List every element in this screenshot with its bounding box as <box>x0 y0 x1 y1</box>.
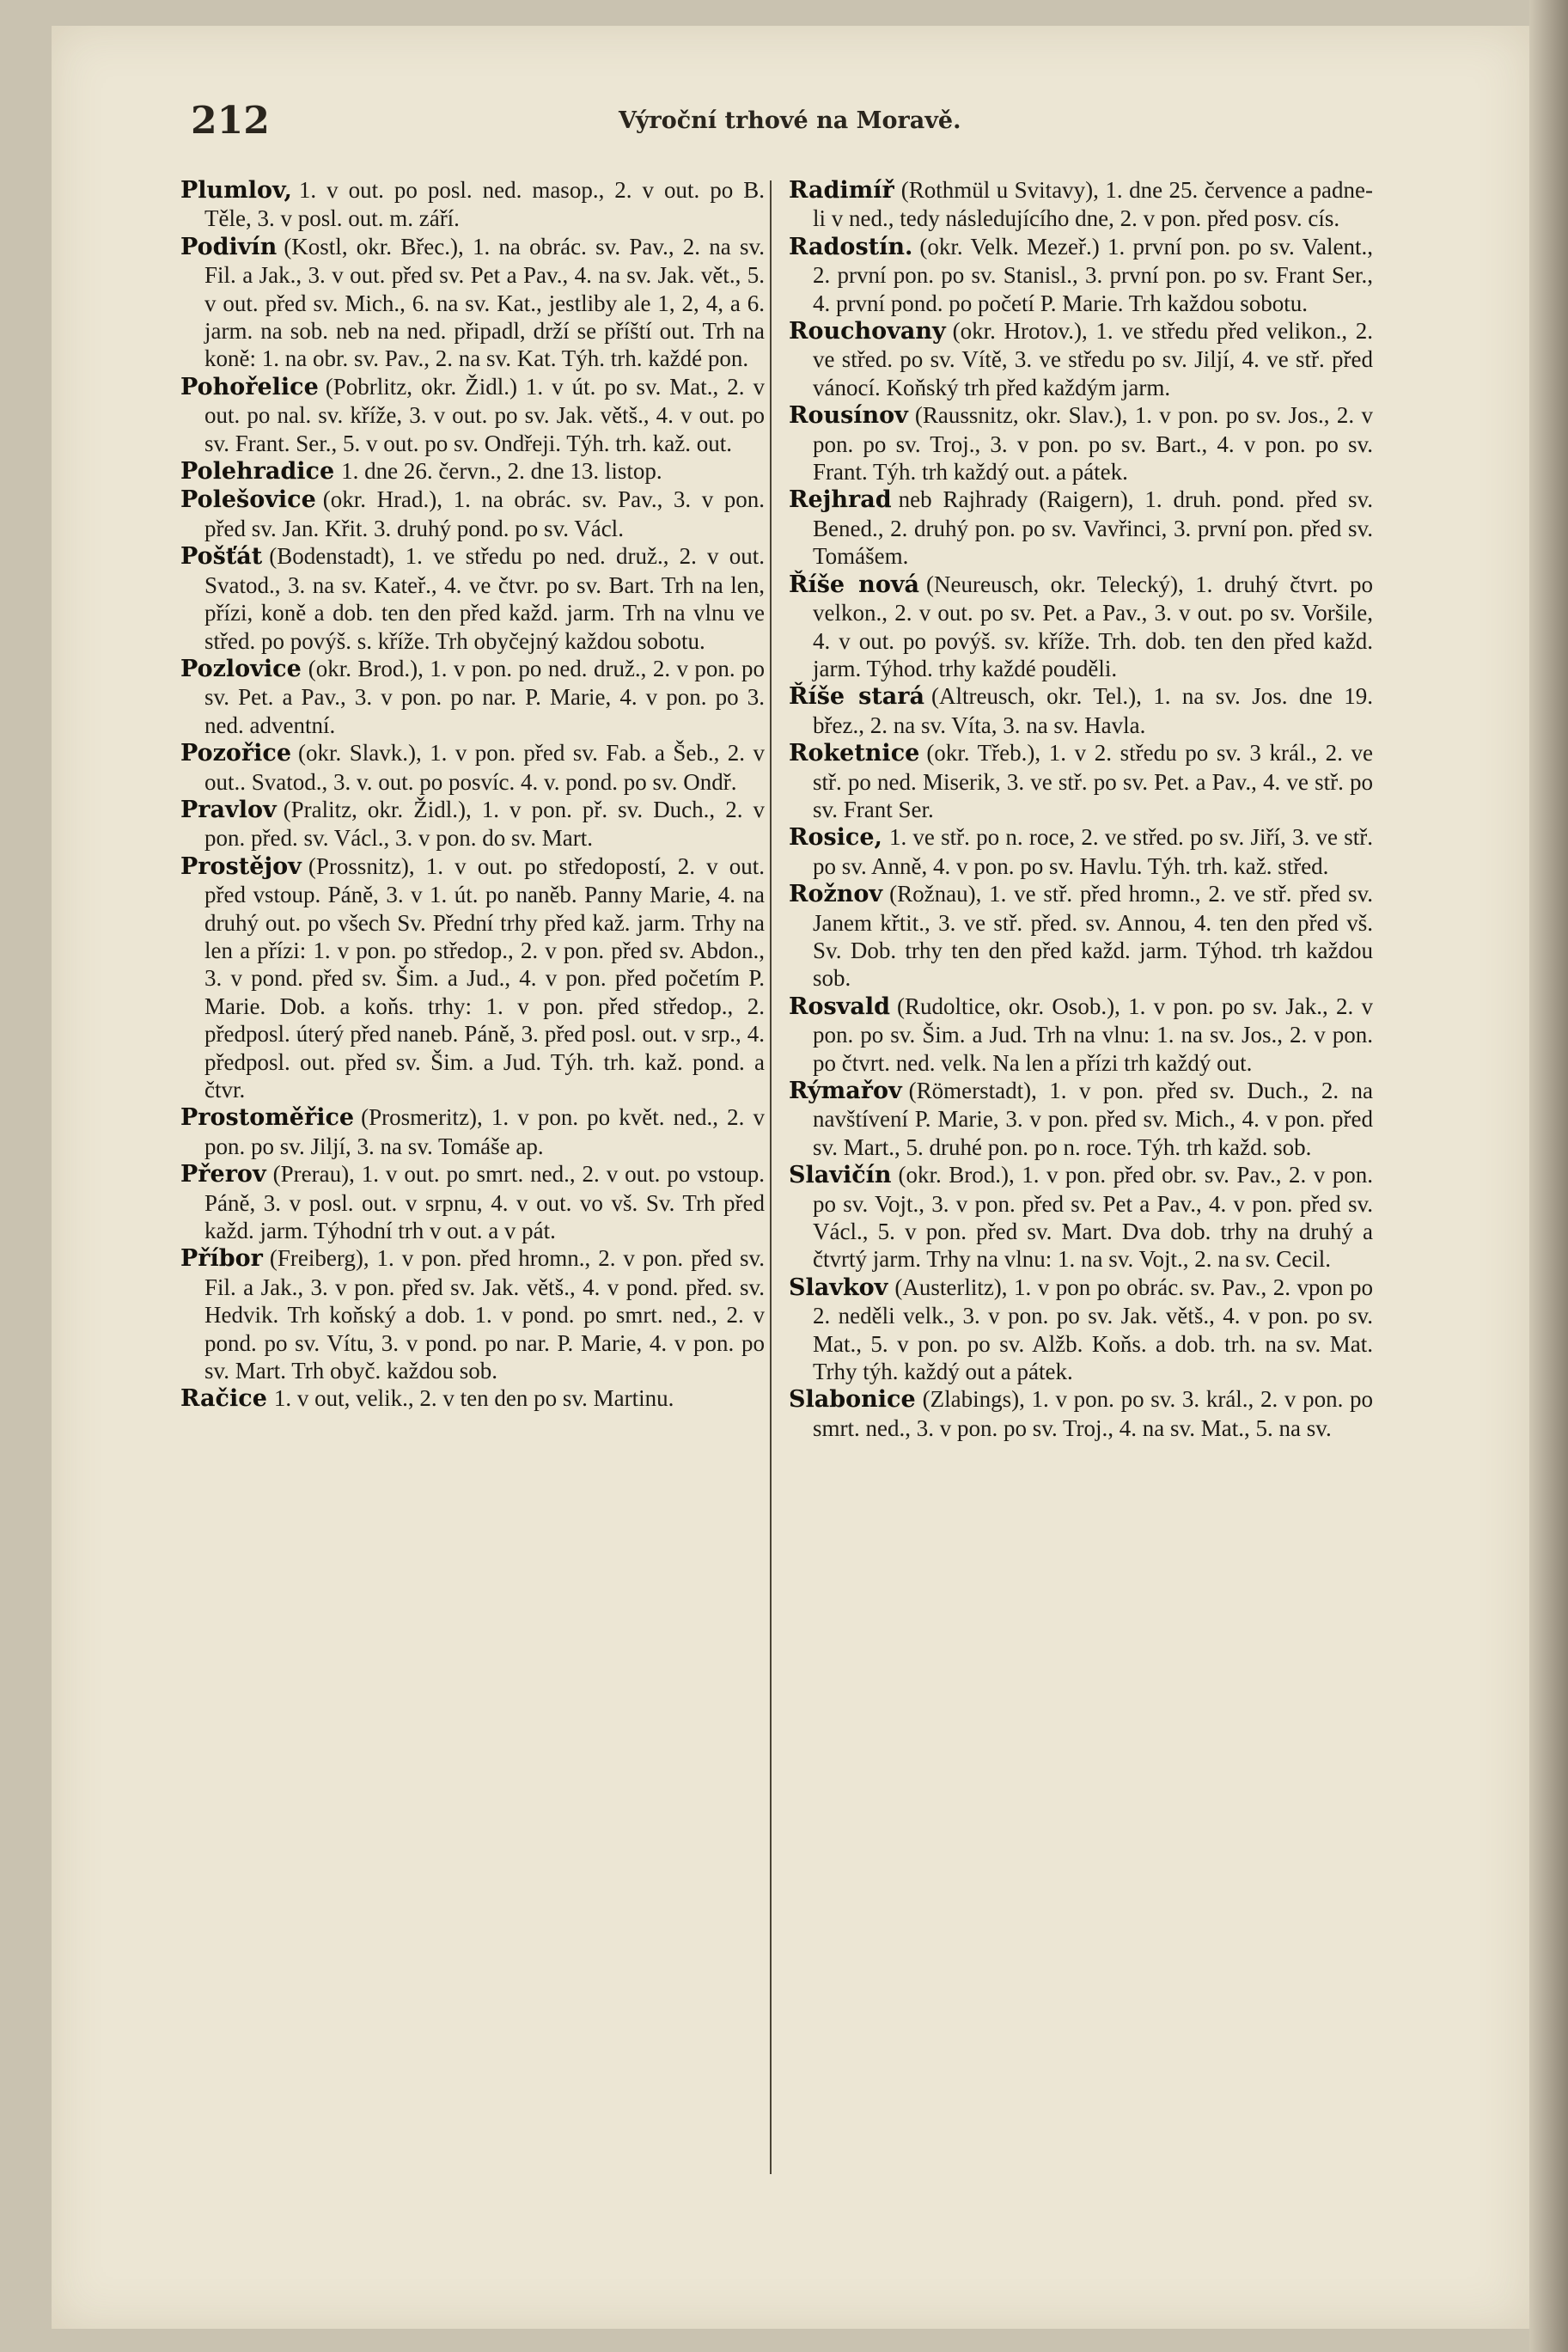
entry-text: (okr. Hrotov.), 1. ve středu před velikon., 2. ve střed. po sv. Vítě, 3. ve středu po sv. Jiljí, 4. ve stř. před vánocí. Koňský trh před každým jarm. <box>813 318 1373 400</box>
headword: Pozořice <box>180 740 292 767</box>
entry-podivin <box>180 233 765 373</box>
entry-rise-stara <box>789 682 1373 739</box>
entry-text: (Rothmül u Svitavy), 1. dne 25. července a padne-li v ned., tedy následujícího dne, 2. v pon. před posv. cís. <box>813 177 1373 232</box>
entry-radostin <box>789 233 1373 317</box>
headword: Rýmařov <box>789 1078 902 1104</box>
headword: Rosvald <box>789 993 890 1020</box>
headword: Přerov <box>180 1161 266 1188</box>
entry-text: (Rudoltice, okr. Osob.), 1. v pon. po sv. Jak., 2. v pon. po sv. Šim. a Jud. Trh na vlnu: 1. na sv. Jos., 2. v pon. po čtvrt. ned. velk. Na len a přízi trh každý out. <box>813 993 1373 1076</box>
entry-rouchovany <box>789 317 1373 401</box>
headword: Slavkov <box>789 1274 888 1301</box>
entry-text: (okr. Velk. Mezeř.) 1. první pon. po sv. Valent., 2. první pon. po sv. Stanisl., 3. první pon. po sv. Frant Ser., 4. první pond. po početí P. Marie. Trh každou sobotu. <box>813 233 1373 316</box>
entry-radimir <box>789 176 1373 233</box>
headword: Rousínov <box>789 402 908 430</box>
headword: Polešovice <box>180 486 316 514</box>
right-column <box>789 176 1373 1442</box>
entry-roznov <box>789 880 1373 993</box>
entry-text: 1. v out. po posl. ned. masop., 2. v out. po B. Těle, 3. v posl. out. m. září. <box>204 177 765 232</box>
entry-rousinov <box>789 401 1373 486</box>
entry-rosice <box>789 823 1373 880</box>
entry-text: (Pralitz, okr. Židl.), 1. v pon. př. sv. Duch., 2. v pon. před. sv. Václ., 3. v pon. do sv. Mart. <box>204 796 765 852</box>
entry-pribor <box>180 1244 765 1384</box>
headword: Příbor <box>180 1245 263 1273</box>
headword: Rožnov <box>789 881 883 908</box>
entry-text: (okr. Brod.), 1. v pon. před obr. sv. Pav., 2. v pon. po sv. Vojt., 3. v pon. před sv. Pet a Pav., 4. v pon. před sv. Václ., 5. v pon. před sv. Mart. Dva dob. trhy na druhý a čtvrtý jarm. Trhy na vlnu: 1. na sv. Vojt., 2. na sv. Cecil. <box>813 1162 1373 1273</box>
entry-text: (Austerlitz), 1. v pon po obrác. sv. Pav., 2. vpon po 2. neděli velk., 3. v pon. po sv. Jak. větš., 4. v pon. po sv. Mat., 5. v pon. po sv. Alžb. Koňs. a dob. trh. na sv. Mat. Trhy týh. každý out a pátek. <box>813 1274 1373 1385</box>
entry-pravlov <box>180 796 765 852</box>
headword: Prostoměřice <box>180 1104 355 1132</box>
headword: Roketnice <box>789 740 920 767</box>
entry-text: neb Rajhrady (Raigern), 1. druh. pond. před sv. Bened., 2. druhý pon. po sv. Vavřinci, 3. první pon. před sv. Tomášem. <box>813 486 1373 570</box>
entry-text: (Rožnau), 1. ve stř. před hromn., 2. ve stř. před sv. Janem křtit., 3. ve stř. před. sv. Annou, 4. ten den před vš. Sv. Dob. trhy ten den před každ. jarm. Týhod. trh každou sob. <box>813 881 1373 992</box>
headword: Rouchovany <box>789 318 946 345</box>
headword: Pošťát <box>180 543 263 571</box>
entry-rosvald <box>789 993 1373 1077</box>
headword: Pravlov <box>180 796 277 823</box>
entry-prerov <box>180 1160 765 1244</box>
entry-text: (Neureusch, okr. Telecký), 1. druhý čtvrt. po velkon., 2. v out. po sv. Pet. a Pav., 3. v out. po sv. Voršile, 4. v out. po povýš. sv. kříže. Trh. dob. ten den před každ. jarm. Týhod. trhy každé pouděli. <box>813 571 1373 681</box>
running-title: Výroční trhové na Moravě. <box>619 107 961 134</box>
entry-text: (Altreusch, okr. Tel.), 1. na sv. Jos. dne 19. břez., 2. na sv. Víta, 3. na sv. Havla. <box>813 683 1373 738</box>
headword: Plumlov, <box>180 177 292 204</box>
book-binding-edge <box>1529 0 1568 2352</box>
entry-text: (Prossnitz), 1. v out. po středopostí, 2. v out. před vstoup. Páně, 3. v 1. út. po naněb. Panny Marie, 4. na druhý out. po všech Sv. Přední trhy před kaž. jarm. Trhy na len a přízi: 1. v pon. po středop., 2. v pon. před sv. Abdon., 3. v pond. před sv. Šim. a Jud., 4. v pon. před početím P. Marie. Dob. a koňs. trhy: 1. v pon. před středop., 2. předposl. úterý před naneb. Páně, 3. před posl. out. v srp., 4. předposl. out. před sv. Šim. a Jud. Týh. trh. kaž. pond. a čtvr. <box>204 852 765 1103</box>
entry-text: (Raussnitz, okr. Slav.), 1. v pon. po sv. Jos., 2. v pon. po sv. Troj., 3. v pon. po sv. Bart., 4. v pon. po sv. Frant. Týh. trh každý out. a pátek. <box>813 402 1373 486</box>
entry-text: (Pobrlitz, okr. Židl.) 1. v út. po sv. Mat., 2. v out. po nal. sv. kříže, 3. v out. po sv. Jak. větš., 4. v out. po sv. Frant. Ser., 5. v out. po sv. Ondřeji. Týh. trh. kaž. out. <box>204 373 765 456</box>
headword: Račice <box>180 1385 267 1413</box>
entry-text: (okr. Brod.), 1. v pon. po ned. druž., 2. v pon. po sv. Pet. a Pav., 3. v pon. po nar. P. Marie, 4. v pon. po 3. ned. adventní. <box>204 655 765 738</box>
headword: Rejhrad <box>789 486 892 514</box>
headword: Říše stará <box>789 683 925 711</box>
entry-polehradice <box>180 457 765 486</box>
headword: Rosice, <box>789 824 882 852</box>
headword: Slavičín <box>789 1162 892 1189</box>
entry-text: (Kostl, okr. Břec.), 1. na obrác. sv. Pav., 2. na sv. Fil. a Jak., 3. v out. před sv. Pet a Pav., 4. na sv. Jak. vět., 5. v out. před sv. Mich., 6. na sv. Kat., jestliby ale 1, 2, 4, a 6. jarm. na sob. neb na ned. připadl, drží se příští out. Trh na koně: 1. na obr. sv. Pav., 2. na sv. Kat. Týh. trh. každé pon. <box>204 233 765 372</box>
headword: Radimíř <box>789 177 894 204</box>
entry-pohorelice <box>180 373 765 457</box>
entry-text: (Prosmeritz), 1. v pon. po květ. ned., 2. v pon. po sv. Jiljí, 3. na sv. Tomáše ap. <box>204 1104 765 1159</box>
entry-rise-nova <box>789 571 1373 683</box>
headword: Pozlovice <box>180 655 302 682</box>
entry-roketnice <box>789 739 1373 823</box>
entry-slabonice <box>789 1385 1373 1442</box>
entry-text: (Zlabings), 1. v pon. po sv. 3. král., 2. v pon. po smrt. ned., 3. v pon. po sv. Troj., 4. na sv. Mat., 5. na sv. <box>813 1386 1373 1441</box>
entry-text: (okr. Třeb.), 1. v 2. středu po sv. 3 král., 2. ve stř. po ned. Miserik, 3. ve stř. po sv. Pet. a Pav., 4. ve stř. po sv. Frant Ser. <box>813 740 1373 822</box>
running-head <box>137 82 1340 150</box>
headword: Říše nová <box>789 571 920 598</box>
headword: Podivín <box>180 233 278 260</box>
left-column <box>180 176 765 1414</box>
entry-prostejov <box>180 852 765 1104</box>
page-number: 212 <box>191 99 270 143</box>
entry-plumlov <box>180 176 765 233</box>
entry-text: (Römerstadt), 1. v pon. před sv. Duch., 2. na navštívení P. Marie, 3. v pon. před sv. Mich., 4. v pon. před sv. Mart., 5. druhé pon. po n. roce. Týh. trh každ. sob. <box>813 1078 1373 1160</box>
entry-slavkov <box>789 1274 1373 1386</box>
entry-pozorice <box>180 739 765 796</box>
headword: Slabonice <box>789 1386 916 1414</box>
entry-postat <box>180 542 765 655</box>
entry-rejhrad <box>789 486 1373 570</box>
entry-text: 1. dne 26. červn., 2. dne 13. listop. <box>341 458 662 485</box>
entry-text: (Bodenstadt), 1. ve středu po ned. druž., 2. v out. Svatod., 3. na sv. Kateř., 4. ve čtvr. po sv. Bart. Trh na len, přízi, koně a dob. ten den před každ. jarm. Trh na vlnu ve střed. po povýš. s. kříže. Trh obyčejný každou sobotu. <box>204 543 765 654</box>
entry-text: 1. v out, velik., 2. v ten den po sv. Martinu. <box>273 1385 674 1412</box>
entry-prostomerice <box>180 1103 765 1160</box>
entry-text: 1. ve stř. po n. roce, 2. ve střed. po sv. Jiří, 3. ve stř. po sv. Anně, 4. v pon. po sv. Havlu. Týh. trh. kaž. střed. <box>813 824 1373 879</box>
entry-text: (Freiberg), 1. v pon. před hromn., 2. v pon. před sv. Fil. a Jak., 3. v pon. před sv. Jak. větš., 4. v pond. před. sv. Hedvik. Trh koňský a dob. 1. v pond. po smrt. ned., 2. v pond. po sv. Vítu, 3. v pond. po nar. P. Marie, 4. v pon. po sv. Mart. Trh obyč. každou sob. <box>204 1245 765 1384</box>
headword: Polehradice <box>180 458 335 486</box>
column-divider <box>770 180 772 2174</box>
entry-pozlovice <box>180 655 765 739</box>
entry-rymarov <box>789 1077 1373 1161</box>
headword: Radostín. <box>789 233 913 260</box>
headword: Prostějov <box>180 852 302 880</box>
entry-text: (okr. Slavk.), 1. v pon. před sv. Fab. a Šeb., 2. v out.. Svatod., 3. v. out. po posvíc. 4. v. pond. po sv. Ondř. <box>204 740 765 795</box>
entry-slavicin <box>789 1161 1373 1274</box>
entry-racice <box>180 1384 765 1413</box>
headword: Pohořelice <box>180 373 319 400</box>
entry-text: (Prerau), 1. v out. po smrt. ned., 2. v out. po vstoup. Páně, 3. v posl. out. v srpnu, 4. v out. vo vš. Sv. Trh před každ. jarm. Týhodní trh v out. a v pát. <box>204 1161 765 1244</box>
entry-polesovice <box>180 486 765 542</box>
entry-text: (okr. Hrad.), 1. na obrác. sv. Pav., 3. v pon. před sv. Jan. Křit. 3. druhý pond. po sv. Václ. <box>204 486 765 541</box>
